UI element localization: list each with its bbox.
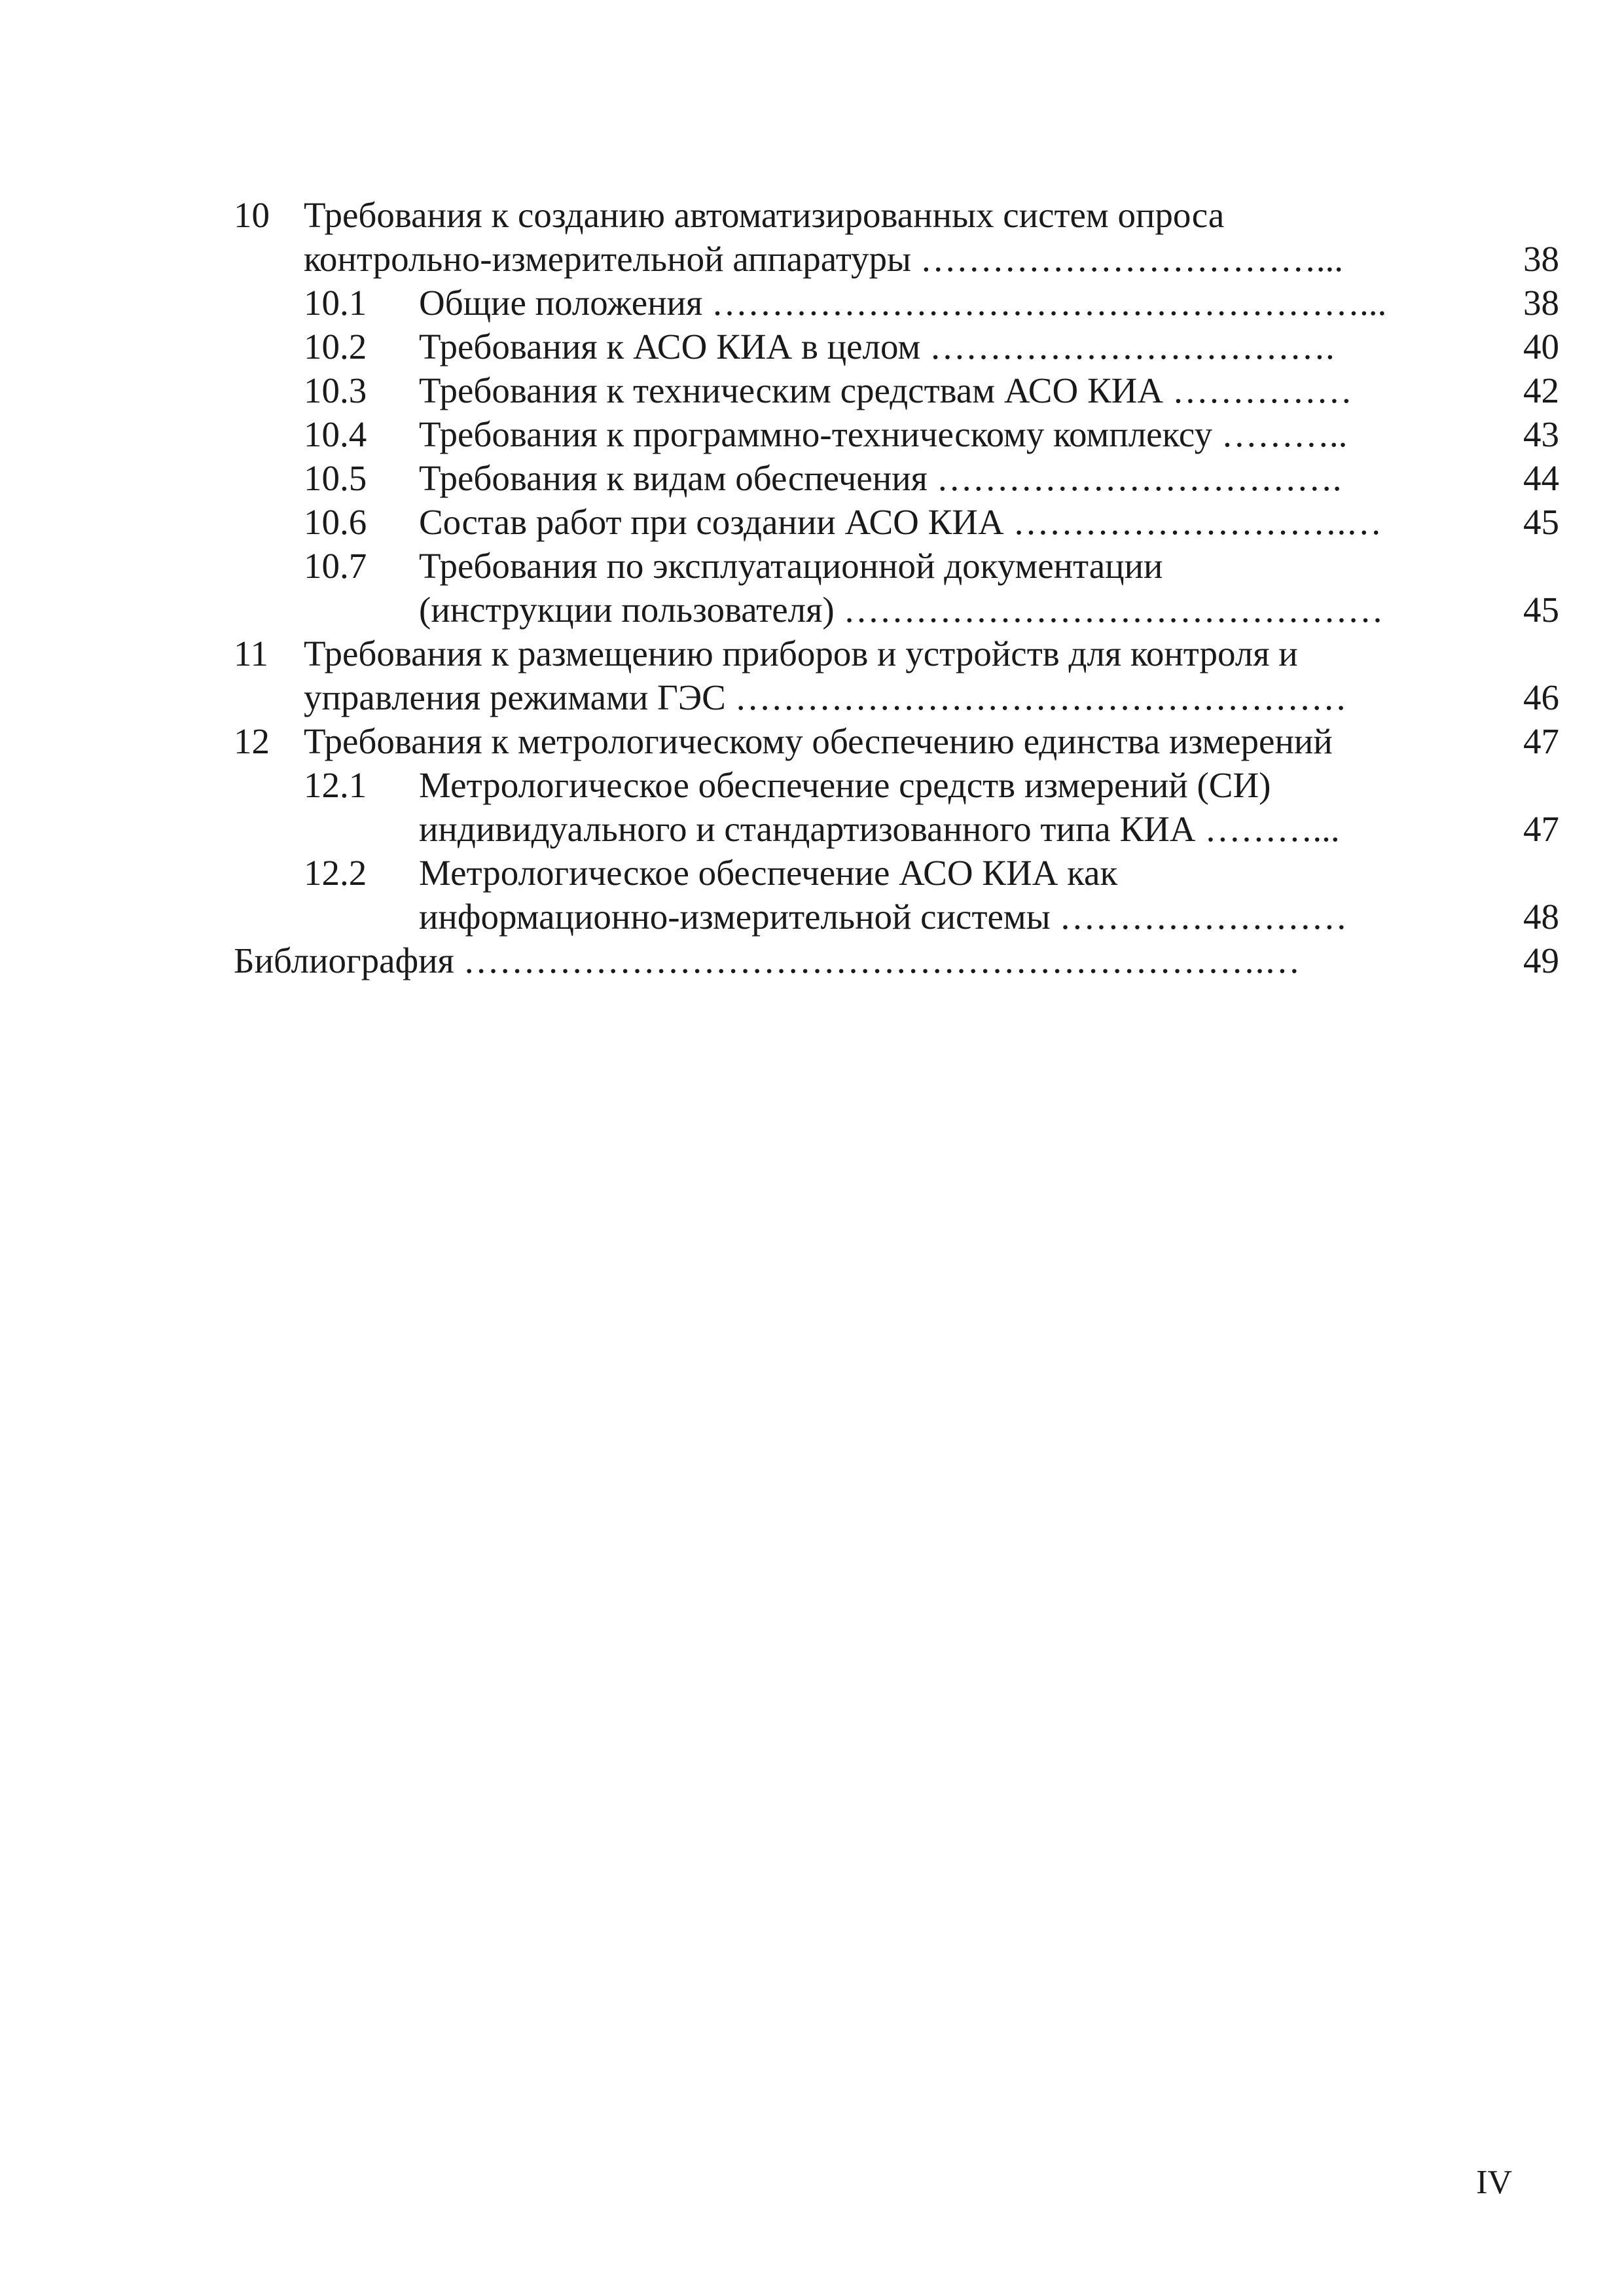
toc-entry-page: 45 <box>1523 502 1559 542</box>
toc-entry-page: 49 <box>1523 941 1559 980</box>
toc-entry-page: 38 <box>1523 239 1559 279</box>
toc-entry-number: 10.1 <box>304 283 367 323</box>
toc-entry-line <box>234 325 1559 368</box>
toc-entry-line <box>234 544 1559 588</box>
toc-entry-number: 12.1 <box>304 765 367 805</box>
toc-entry-title: Требования по эксплуатационной документации <box>419 546 1163 586</box>
toc-entry-page: 38 <box>1523 283 1559 323</box>
toc-entry-number: 12.2 <box>304 853 367 893</box>
toc-entry-title: Библиография ………………………………………………………….… <box>234 941 1301 980</box>
toc-entry-title: информационно-измерительной системы …………………… <box>419 897 1348 937</box>
toc-entry-title: индивидуального и стандартизованного типа КИА ………... <box>419 809 1340 849</box>
toc-entry-page: 47 <box>1523 809 1559 849</box>
toc-entry-line <box>234 807 1559 851</box>
toc-entry-page: 45 <box>1523 590 1559 630</box>
toc-entry-title: Метрологическое обеспечение средств измерений (СИ) <box>419 765 1271 805</box>
toc-entry-page: 40 <box>1523 327 1559 367</box>
toc-entry-title: Требования к размещению приборов и устройств для контроля и <box>304 634 1298 673</box>
toc-entry-number: 11 <box>234 634 268 673</box>
toc-entry-line <box>234 675 1559 719</box>
toc-entry-line <box>234 851 1559 895</box>
toc-entry-title: Требования к метрологическому обеспечению единства измерений <box>304 721 1333 761</box>
toc-entry-line <box>234 412 1559 456</box>
toc-entry-line <box>234 588 1559 632</box>
toc-entry-title: Метрологическое обеспечение АСО КИА как <box>419 853 1118 893</box>
toc-entry-line <box>234 281 1559 325</box>
table-of-contents <box>234 193 1559 982</box>
toc-entry-line <box>234 500 1559 544</box>
toc-entry-title: Требования к видам обеспечения ……………………………. <box>419 458 1342 498</box>
toc-entry-title: Требования к АСО КИА в целом ……………………………. <box>419 327 1335 367</box>
toc-entry-line <box>234 193 1559 237</box>
toc-entry-number: 10.3 <box>304 370 367 410</box>
toc-entry-line <box>234 456 1559 500</box>
toc-entry-page: 42 <box>1523 370 1559 410</box>
toc-entry-number: 10.7 <box>304 546 367 586</box>
toc-entry-line <box>234 895 1559 939</box>
toc-entry-title: управления режимами ГЭС …………………………………………… <box>304 677 1347 717</box>
toc-entry-page: 46 <box>1523 677 1559 717</box>
toc-entry-line <box>234 368 1559 412</box>
toc-entry-page: 47 <box>1523 721 1559 761</box>
toc-entry-page: 48 <box>1523 897 1559 937</box>
toc-entry-page: 43 <box>1523 414 1559 454</box>
toc-entry-number: 10.6 <box>304 502 367 542</box>
toc-entry-number: 10.4 <box>304 414 367 454</box>
page-number: IV <box>1476 2164 1512 2201</box>
toc-entry-number: 10 <box>234 195 270 235</box>
toc-entry-title: контрольно-измерительной аппаратуры ……………………………... <box>304 239 1343 279</box>
toc-entry-number: 10.5 <box>304 458 367 498</box>
toc-entry-title: (инструкции пользователя) ……………………………………… <box>419 590 1384 630</box>
toc-entry-title: Требования к техническим средствам АСО КИА …………… <box>419 370 1352 410</box>
toc-entry-line <box>234 719 1559 763</box>
toc-entry-number: 12 <box>234 721 270 761</box>
toc-entry-title: Состав работ при создании АСО КИА ……………………….… <box>419 502 1382 542</box>
toc-entry-title: Общие положения ………………………………………………... <box>419 283 1387 323</box>
toc-entry-line <box>234 237 1559 281</box>
toc-entry-line <box>234 939 1559 982</box>
toc-entry-number: 10.2 <box>304 327 367 367</box>
toc-entry-page: 44 <box>1523 458 1559 498</box>
toc-entry-line <box>234 632 1559 675</box>
toc-entry-title: Требования к созданию автоматизированных систем опроса <box>304 195 1225 235</box>
toc-entry-title: Требования к программно-техническому комплексу ……….. <box>419 414 1348 454</box>
toc-entry-line <box>234 763 1559 807</box>
